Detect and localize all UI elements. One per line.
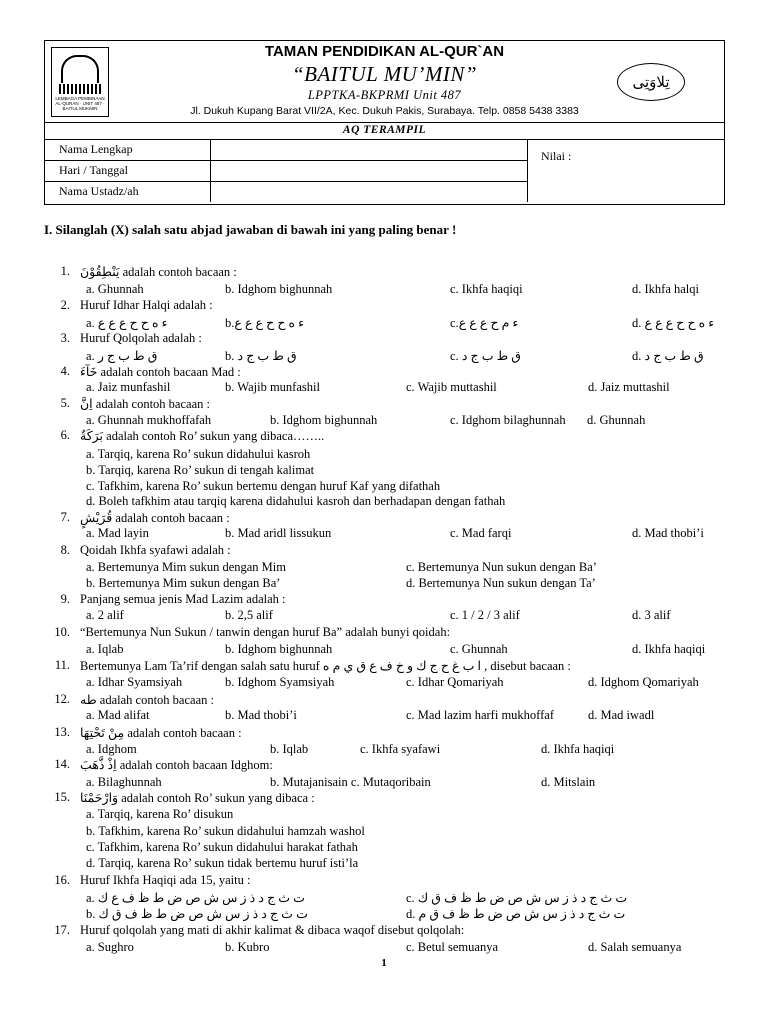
question-text: Huruf qolqolah yang mati di akhir kalimat & dibaca waqof disebut qolqolah:	[80, 923, 465, 937]
question-text: وَارْحَمْنَا adalah contoh Ro’ sukun yang dibaca :	[80, 791, 315, 805]
answer-option[interactable]: a. Mad layin	[86, 526, 149, 540]
answer-option[interactable]: c. Wajib muttashil	[406, 380, 497, 394]
answer-option[interactable]: a. Ghunnah	[86, 282, 144, 296]
question-number: 14.	[54, 757, 70, 771]
question-number: 1.	[60, 264, 70, 278]
answer-option[interactable]: c. ق ط ب ج د	[450, 349, 521, 363]
question-number: 16.	[54, 873, 70, 887]
question-text: اِذْ ذَّهَبَ adalah contoh bacaan Idghom:	[80, 758, 273, 772]
question-text: قُرَيْشٍ adalah contoh bacaan :	[80, 511, 230, 525]
question-text: مِنْ تَحْتِهَا adalah contoh bacaan :	[80, 726, 242, 740]
answer-option[interactable]: d. 3 alif	[632, 608, 671, 622]
exam-subtitle: AQ TERAMPIL	[342, 124, 427, 136]
question-number: 17.	[54, 923, 70, 937]
answer-option[interactable]: b. Mad aridl lissukun	[225, 526, 332, 540]
answer-option[interactable]: c. Tafkhim, karena Ro’ sukun didahului harakat fathah	[86, 840, 358, 854]
answer-option[interactable]: b. ت ث ج د ذ ز س ش ص ض ط ظ ف ق ك	[86, 907, 308, 921]
answer-option[interactable]: c.ء م ح ع ع ع	[450, 316, 519, 330]
school-unit: LPPTKA-BKPRMI Unit 487	[307, 88, 462, 102]
answer-option[interactable]: c. Ikhfa haqiqi	[450, 282, 523, 296]
answer-option[interactable]: b. Tarqiq, karena Ro’ sukun di tengah kalimat	[86, 463, 315, 477]
answer-option[interactable]: c. Mad lazim harfi mukhoffaf	[406, 708, 554, 722]
answer-option[interactable]: a. Ghunnah mukhoffafah	[86, 413, 212, 427]
answer-option[interactable]: a. Tarqiq, karena Ro’ sukun didahului kasroh	[86, 447, 311, 461]
answer-option[interactable]: d. Mad thobi’i	[632, 526, 704, 540]
question-number: 2.	[60, 298, 70, 312]
header-frame	[44, 40, 725, 205]
answer-option[interactable]: d. Idghom Qomariyah	[588, 675, 699, 689]
question-number: 11.	[54, 658, 70, 672]
answer-option[interactable]: b. Tafkhim, karena Ro’ sukun didahului hamzah washol	[86, 824, 365, 838]
field-label-name: Nama Lengkap	[45, 139, 211, 160]
question-text: Huruf Ikhfa Haqiqi ada 15, yaitu :	[80, 873, 251, 887]
answer-option[interactable]: c. Bertemunya Nun sukun dengan Ba’	[406, 560, 597, 574]
question-text: اِنَّ adalah contoh bacaan :	[80, 397, 210, 411]
answer-option[interactable]: a. 2 alif	[86, 608, 124, 622]
identity-table	[45, 139, 724, 204]
field-input-name[interactable]	[211, 139, 528, 160]
answer-option[interactable]: a. Tarqiq, karena Ro’ disukun	[86, 807, 234, 821]
answer-option[interactable]: b. 2,5 alif	[225, 608, 273, 622]
answer-option[interactable]: c. Mad farqi	[450, 526, 512, 540]
question-text: خَآءَ adalah contoh bacaan Mad :	[80, 365, 241, 379]
question-number: 12.	[54, 692, 70, 706]
answer-option[interactable]: c. Ghunnah	[450, 642, 508, 656]
question-number: 10.	[54, 625, 70, 639]
answer-option[interactable]: d. ق ط ب ج د	[632, 349, 704, 363]
answer-option[interactable]: d. Mitslain	[541, 775, 596, 789]
question-text: طه adalah contoh bacaan :	[80, 693, 214, 707]
tilawati-badge	[617, 63, 685, 101]
answer-option[interactable]: d. Ikhfa halqi	[632, 282, 699, 296]
answer-option[interactable]: a. ق ط ب ج ر	[86, 349, 158, 363]
answer-option[interactable]: b. Mutajanisain c. Mutaqoribain	[270, 775, 431, 789]
question-text: Bertemunya Lam Ta’rif dengan salah satu huruf ا ب غ ح ج ك و خ ف ع ق ي م ه , disebut bacaan :	[80, 659, 571, 673]
question-text: Huruf Idhar Halqi adalah :	[80, 298, 213, 312]
answer-option[interactable]: c. Idghom bilaghunnah	[450, 413, 566, 427]
divider	[45, 122, 724, 123]
question-text: يَنْطِقُوْنَ adalah contoh bacaan :	[80, 265, 237, 279]
answer-option[interactable]: b. Wajib munfashil	[225, 380, 320, 394]
answer-option[interactable]: d. Salah semuanya	[588, 940, 682, 954]
field-input-date[interactable]	[211, 160, 528, 181]
answer-option[interactable]: a. ء ه ح ح ع ع ع	[86, 316, 168, 330]
answer-option[interactable]: b. Idghom bighunnah	[270, 413, 378, 427]
question-text: Panjang semua jenis Mad Lazim adalah :	[80, 592, 286, 606]
field-input-teacher[interactable]	[211, 181, 528, 202]
answer-option[interactable]: d. Tarqiq, karena Ro’ sukun tidak bertemu huruf isti’la	[86, 856, 359, 870]
field-label-teacher: Nama Ustadz/ah	[45, 181, 211, 202]
answer-option[interactable]: d. Ghunnah	[587, 413, 646, 427]
school-title: TAMAN PENDIDIKAN AL-QUR`AN	[264, 43, 505, 60]
question-number: 5.	[60, 396, 70, 410]
answer-option[interactable]: d. Bertemunya Nun sukun dengan Ta’	[406, 576, 596, 590]
question-number: 4.	[60, 364, 70, 378]
question-text: Qoidah Ikhfa syafawi adalah :	[80, 543, 231, 557]
question-number: 6.	[60, 428, 70, 442]
answer-option[interactable]: b. Iqlab	[270, 742, 309, 756]
answer-option[interactable]: a. Jaiz munfashil	[86, 380, 171, 394]
school-name: “BAITUL MU’MIN”	[291, 62, 478, 86]
answer-option[interactable]: d. Ikhfa haqiqi	[632, 642, 706, 656]
answer-option[interactable]: d. Jaiz muttashil	[588, 380, 670, 394]
score-label: Nilai :	[541, 149, 572, 163]
question-text: بَرَكَةٌ adalah contoh Ro’ sukun yang dibaca……..	[80, 429, 325, 443]
answer-option[interactable]: a. Iqlab	[86, 642, 124, 656]
answer-option[interactable]: a. Mad alifat	[86, 708, 150, 722]
answer-option[interactable]: d. Boleh tafkhim atau tarqiq karena didahului kasroh dan berhadapan dengan fathah	[86, 494, 506, 508]
answer-option[interactable]: b. Bertemunya Mim sukun dengan Ba’	[86, 576, 281, 590]
answer-option[interactable]: d. Ikhfa haqiqi	[541, 742, 615, 756]
answer-option[interactable]: b. ق ط ب ج د	[225, 349, 297, 363]
answer-option[interactable]: a. ت ث ج د ذ ز س ش ص ض ط ظ ف ع ك	[86, 891, 305, 905]
answer-option[interactable]: c. Betul semuanya	[406, 940, 498, 954]
answer-option[interactable]: b. Idghom bighunnah	[225, 282, 333, 296]
answer-option[interactable]: d. ء ه ح ح ع ع ع	[632, 316, 715, 330]
answer-option[interactable]: a. Bertemunya Mim sukun dengan Mim	[86, 560, 286, 574]
question-number: 9.	[60, 592, 70, 606]
answer-option[interactable]: b. Idghom bighunnah	[225, 642, 333, 656]
answer-option[interactable]: d. Mad iwadl	[588, 708, 655, 722]
answer-option[interactable]: a. Idhar Syamsiyah	[86, 675, 183, 689]
answer-option[interactable]: b. Mad thobi’i	[225, 708, 297, 722]
question-number: 3.	[60, 331, 70, 345]
question-number: 7.	[60, 510, 70, 524]
answer-option[interactable]: a. Sughro	[86, 940, 134, 954]
logo-text: LEMBAGA PEMBINAAN AL-QURAN · UNIT 487 · BAITUL MUKMIN	[55, 96, 105, 111]
answer-option[interactable]: c. ت ث ج د ذ ز س ش ص ض ط ظ ف ق ك	[406, 891, 628, 905]
question-text: “Bertemunya Nun Sukun / tanwin dengan huruf Ba” adalah bunyi qoidah:	[80, 625, 451, 639]
answer-option[interactable]: c. Ikhfa syafawi	[360, 742, 441, 756]
instruction: I. Silanglah (X) salah satu abjad jawaban di bawah ini yang paling benar !	[44, 222, 457, 237]
answer-option[interactable]: c. 1 / 2 / 3 alif	[450, 608, 520, 622]
answer-option[interactable]: a. Bilaghunnah	[86, 775, 162, 789]
question-number: 15.	[54, 790, 70, 804]
answer-option[interactable]: c. Tafkhim, karena Ro’ sukun bertemu dengan huruf Kaf yang difathah	[86, 479, 441, 493]
school-address: Jl. Dukuh Kupang Barat VII/2A, Kec. Dukuh Pakis, Surabaya. Telp. 0858 5438 3383	[190, 105, 579, 117]
answer-option[interactable]: b.ء ه ح ح ع ع ع	[225, 316, 305, 330]
question-number: 13.	[54, 725, 70, 739]
question-number: 8.	[60, 543, 70, 557]
answer-option[interactable]: c. Idhar Qomariyah	[406, 675, 504, 689]
answer-option[interactable]: b. Kubro	[225, 940, 270, 954]
page-number: 1	[381, 957, 387, 969]
question-text: Huruf Qolqolah adalah :	[80, 331, 202, 345]
answer-option[interactable]: a. Idghom	[86, 742, 137, 756]
field-label-date: Hari / Tanggal	[45, 160, 211, 181]
answer-option[interactable]: b. Idghom Syamsiyah	[225, 675, 335, 689]
answer-option[interactable]: d. ت ث ج د ذ ز س ش ص ض ط ظ ف ق م	[406, 907, 626, 921]
badge-text: تِلاوَتِى	[632, 74, 670, 91]
